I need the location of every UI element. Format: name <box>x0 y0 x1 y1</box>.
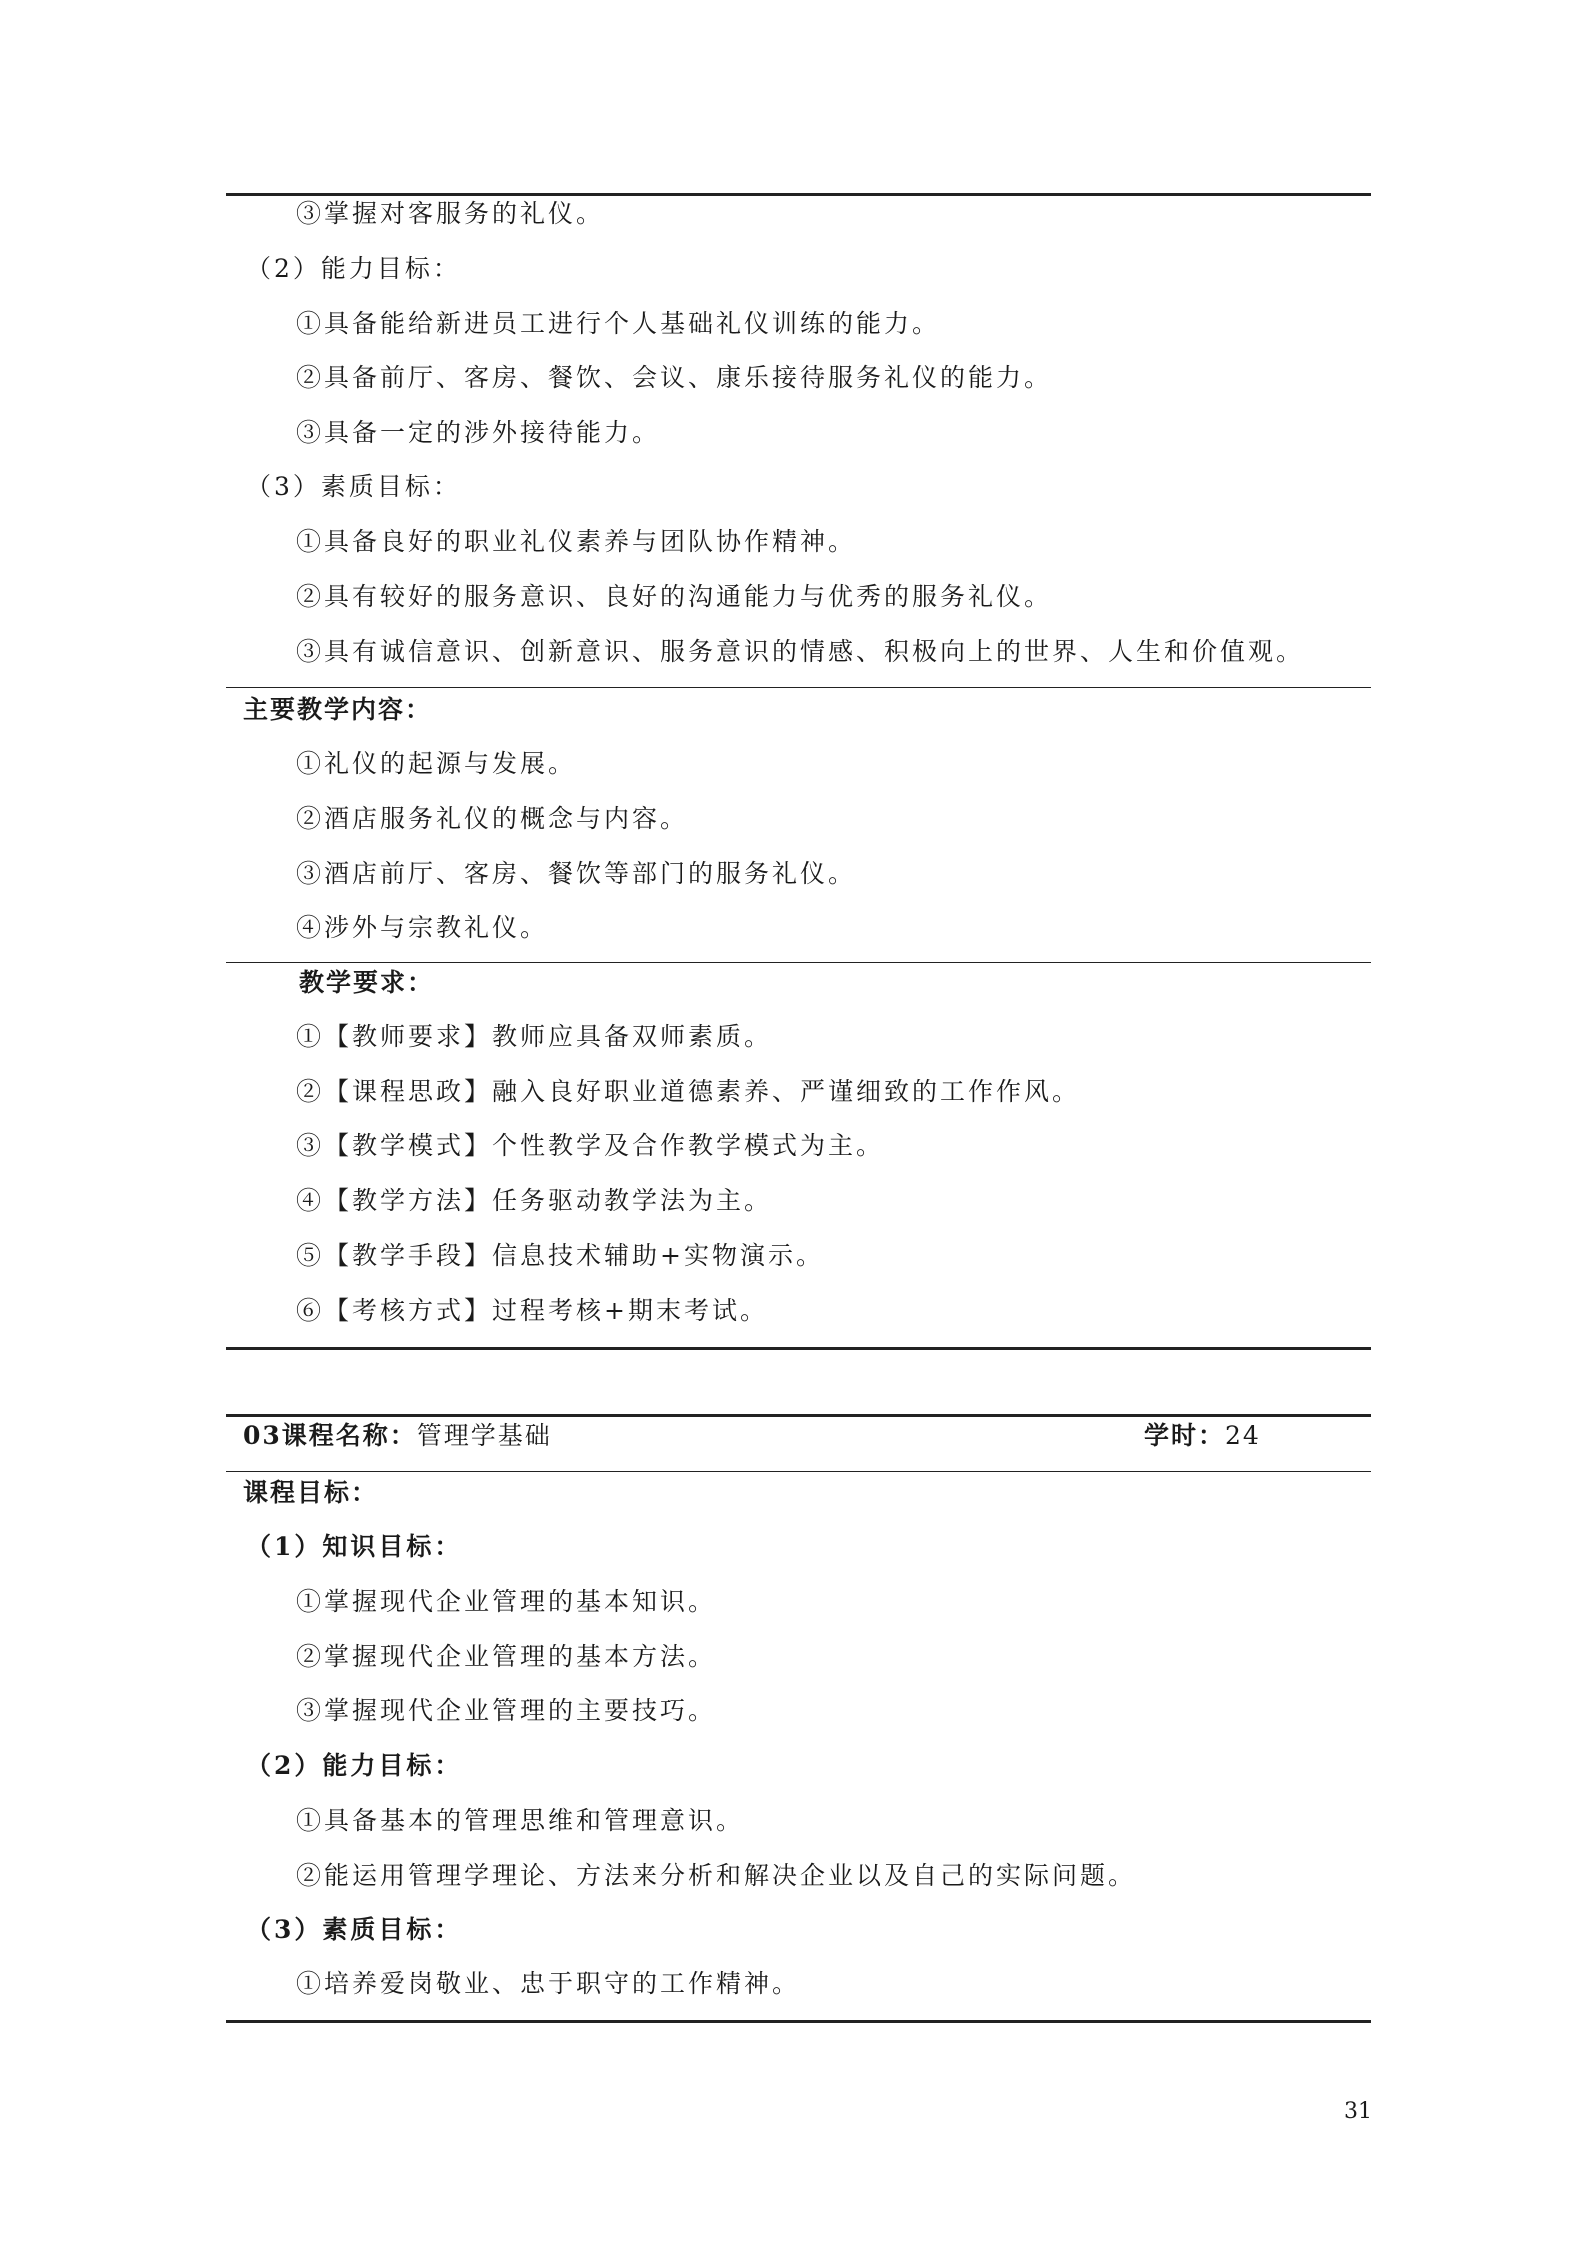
hours-label: 学时： <box>1144 1421 1226 1450</box>
quality-item-2: ②具有较好的服务意识、良好的沟通能力与优秀的服务礼仪。 <box>296 582 1053 611</box>
table-top-rule <box>226 193 1371 196</box>
requirement-item-1: ①【教师要求】教师应具备双师素质。 <box>296 1022 773 1051</box>
quality-item-1: ①培养爱岗敬业、忠于职守的工作精神。 <box>296 1969 801 1998</box>
quality-heading: （3）素质目标： <box>246 1915 463 1944</box>
section-divider <box>226 1471 1371 1472</box>
page-number: 31 <box>1344 2099 1372 2124</box>
quality-item-3: ③具有诚信意识、创新意识、服务意识的情感、积极向上的世界、人生和价值观。 <box>296 637 1305 666</box>
requirement-item-3: ③【教学模式】个性教学及合作教学模式为主。 <box>296 1131 885 1160</box>
course-hours-row <box>1144 1420 1261 1452</box>
section-divider <box>226 687 1371 688</box>
content-item-4: ④涉外与宗教礼仪。 <box>296 913 549 942</box>
ability-heading: （2）能力目标： <box>246 1751 463 1780</box>
ability-item-2: ②能运用管理学理论、方法来分析和解决企业以及自己的实际问题。 <box>296 1861 1137 1890</box>
content-heading: 主要教学内容： <box>243 695 433 724</box>
requirement-item-4: ④【教学方法】任务驱动教学法为主。 <box>296 1186 773 1215</box>
quality-item-1: ①具备良好的职业礼仪素养与团队协作精神。 <box>296 527 857 556</box>
content-item-1: ①礼仪的起源与发展。 <box>296 749 577 778</box>
ability-item-2: ②具备前厅、客房、餐饮、会议、康乐接待服务礼仪的能力。 <box>296 363 1053 392</box>
quality-heading: （3）素质目标： <box>246 472 461 501</box>
table-bottom-rule <box>226 2020 1371 2023</box>
ability-heading: （2）能力目标： <box>246 254 461 283</box>
knowledge-item-1: ①掌握现代企业管理的基本知识。 <box>296 1587 717 1616</box>
requirement-item-5: ⑤【教学手段】信息技术辅助+实物演示。 <box>296 1241 824 1270</box>
course-name-row <box>243 1420 552 1452</box>
course-name-label: 03课程名称： <box>243 1421 417 1450</box>
knowledge-item-2: ②掌握现代企业管理的基本方法。 <box>296 1642 717 1671</box>
ability-item-3: ③具备一定的涉外接待能力。 <box>296 418 661 447</box>
ability-item-1: ①具备能给新进员工进行个人基础礼仪训练的能力。 <box>296 309 941 338</box>
knowledge-heading: （1）知识目标： <box>246 1532 463 1561</box>
table-bottom-rule <box>226 1347 1371 1350</box>
requirement-item-6: ⑥【考核方式】过程考核+期末考试。 <box>296 1296 768 1325</box>
knowledge-item-3: ③掌握现代企业管理的主要技巧。 <box>296 1696 717 1725</box>
requirements-heading: 教学要求： <box>299 968 435 997</box>
table-top-rule <box>226 1414 1371 1417</box>
knowledge-item-3: ③掌握对客服务的礼仪。 <box>296 199 605 228</box>
hours-value: 24 <box>1225 1421 1261 1450</box>
content-item-2: ②酒店服务礼仪的概念与内容。 <box>296 804 689 833</box>
goals-heading: 课程目标： <box>243 1478 379 1507</box>
requirement-item-2: ②【课程思政】融入良好职业道德素养、严谨细致的工作作风。 <box>296 1077 1081 1106</box>
ability-item-1: ①具备基本的管理思维和管理意识。 <box>296 1806 745 1835</box>
section-divider <box>226 962 1371 963</box>
content-item-3: ③酒店前厅、客房、餐饮等部门的服务礼仪。 <box>296 859 857 888</box>
course-name-value: 管理学基础 <box>416 1421 552 1450</box>
